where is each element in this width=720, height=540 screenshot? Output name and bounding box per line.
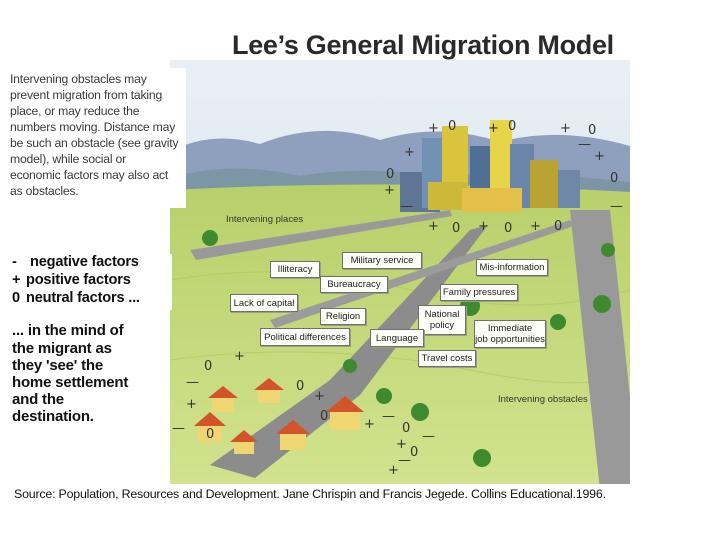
svg-text:—: — bbox=[578, 137, 591, 152]
svg-text:0: 0 bbox=[508, 119, 517, 134]
note-line: Intervening obstacles may bbox=[10, 72, 147, 86]
sign-political-differences: Political differences bbox=[260, 328, 350, 346]
legend-negative-text: negative factors bbox=[30, 254, 139, 270]
svg-text:0: 0 bbox=[296, 379, 305, 394]
svg-text:+: + bbox=[488, 121, 499, 136]
svg-text:0: 0 bbox=[386, 167, 395, 182]
svg-text:—: — bbox=[172, 421, 185, 436]
sign-religion: Religion bbox=[320, 308, 366, 325]
note-line: be such an obstacle (see gravity bbox=[10, 136, 179, 150]
svg-text:+: + bbox=[384, 183, 395, 198]
mind-line: home settlement bbox=[12, 374, 129, 391]
svg-text:+: + bbox=[314, 389, 325, 404]
sign-illiteracy: Illiteracy bbox=[270, 261, 320, 278]
svg-text:+: + bbox=[186, 397, 197, 412]
legend-negative-symbol: - bbox=[12, 254, 17, 270]
page-title: Lee’s General Migration Model bbox=[232, 30, 614, 60]
svg-text:0: 0 bbox=[504, 221, 513, 236]
sign-immediate-job-line1: Immediate bbox=[487, 323, 533, 334]
svg-text:0: 0 bbox=[452, 221, 461, 236]
svg-text:0: 0 bbox=[554, 219, 563, 234]
svg-text:+: + bbox=[594, 149, 605, 164]
svg-text:0: 0 bbox=[204, 359, 213, 374]
note-line: place, or may reduce the bbox=[10, 104, 140, 118]
mind-line: destination. bbox=[12, 408, 94, 425]
migrant-mind-note bbox=[0, 320, 166, 428]
sign-national-policy bbox=[418, 305, 466, 335]
sign-national-policy-line1: National bbox=[424, 309, 460, 320]
sign-national-policy-line2: policy bbox=[429, 320, 455, 331]
migration-scene bbox=[170, 60, 630, 484]
sign-bureaucracy: Bureaucracy bbox=[320, 276, 388, 293]
sign-family-pressures: Family pressures bbox=[440, 284, 518, 301]
svg-text:+: + bbox=[428, 219, 439, 234]
svg-text:—: — bbox=[422, 429, 435, 444]
mind-line: they 'see' the bbox=[12, 357, 104, 374]
mind-line: and the bbox=[12, 391, 64, 408]
svg-text:—: — bbox=[398, 453, 411, 468]
svg-text:0: 0 bbox=[320, 409, 329, 424]
svg-text:0: 0 bbox=[448, 119, 457, 134]
note-line: numbers moving. Distance may bbox=[10, 120, 176, 134]
sign-language: Language bbox=[370, 329, 424, 347]
svg-text:+: + bbox=[404, 145, 415, 160]
svg-text:0: 0 bbox=[402, 421, 411, 436]
sign-mis-information: Mis-information bbox=[476, 259, 548, 276]
svg-text:+: + bbox=[234, 349, 245, 364]
mind-line: ... in the mind of bbox=[12, 322, 124, 339]
note-line: economic factors may also act bbox=[10, 168, 169, 182]
intervening-places-label: Intervening places bbox=[226, 214, 304, 225]
sign-military-service: Military service bbox=[342, 252, 422, 269]
legend-neutral-text: neutral factors ... bbox=[26, 290, 140, 306]
intervening-obstacles-label: Intervening obstacles bbox=[498, 394, 588, 405]
svg-text:0: 0 bbox=[206, 427, 215, 442]
legend-positive-symbol: + bbox=[12, 272, 21, 288]
factor-legend bbox=[12, 254, 172, 310]
svg-text:+: + bbox=[388, 463, 399, 478]
mind-line: the migrant as bbox=[12, 340, 112, 357]
sign-lack-of-capital: Lack of capital bbox=[230, 294, 298, 312]
svg-text:+: + bbox=[478, 219, 489, 234]
legend-positive-text: positive factors bbox=[26, 272, 131, 288]
svg-text:0: 0 bbox=[610, 171, 619, 186]
legend-neutral-symbol: 0 bbox=[12, 290, 20, 306]
svg-text:—: — bbox=[382, 409, 395, 424]
svg-text:+: + bbox=[428, 121, 439, 136]
sign-immediate-job-line2: job opportunities bbox=[475, 334, 545, 345]
note-line: prevent migration from taking bbox=[10, 88, 163, 102]
svg-text:—: — bbox=[186, 375, 199, 390]
sign-travel-costs: Travel costs bbox=[418, 350, 476, 367]
svg-text:—: — bbox=[610, 199, 623, 214]
svg-text:+: + bbox=[560, 121, 571, 136]
svg-text:0: 0 bbox=[588, 123, 597, 138]
source-citation: Source: Population, Resources and Development. Jane Chrispin and Francis Jegede. Collins Educational.1996. bbox=[14, 487, 606, 501]
svg-text:+: + bbox=[396, 437, 407, 452]
svg-text:+: + bbox=[530, 219, 541, 234]
svg-text:—: — bbox=[400, 199, 413, 214]
svg-text:+: + bbox=[364, 417, 375, 432]
note-line: model), while social or bbox=[10, 152, 126, 166]
intervening-obstacles-note bbox=[10, 68, 186, 208]
svg-text:0: 0 bbox=[410, 445, 419, 460]
note-line: as obstacles. bbox=[10, 184, 79, 198]
sign-immediate-job-opportunities bbox=[474, 320, 546, 348]
